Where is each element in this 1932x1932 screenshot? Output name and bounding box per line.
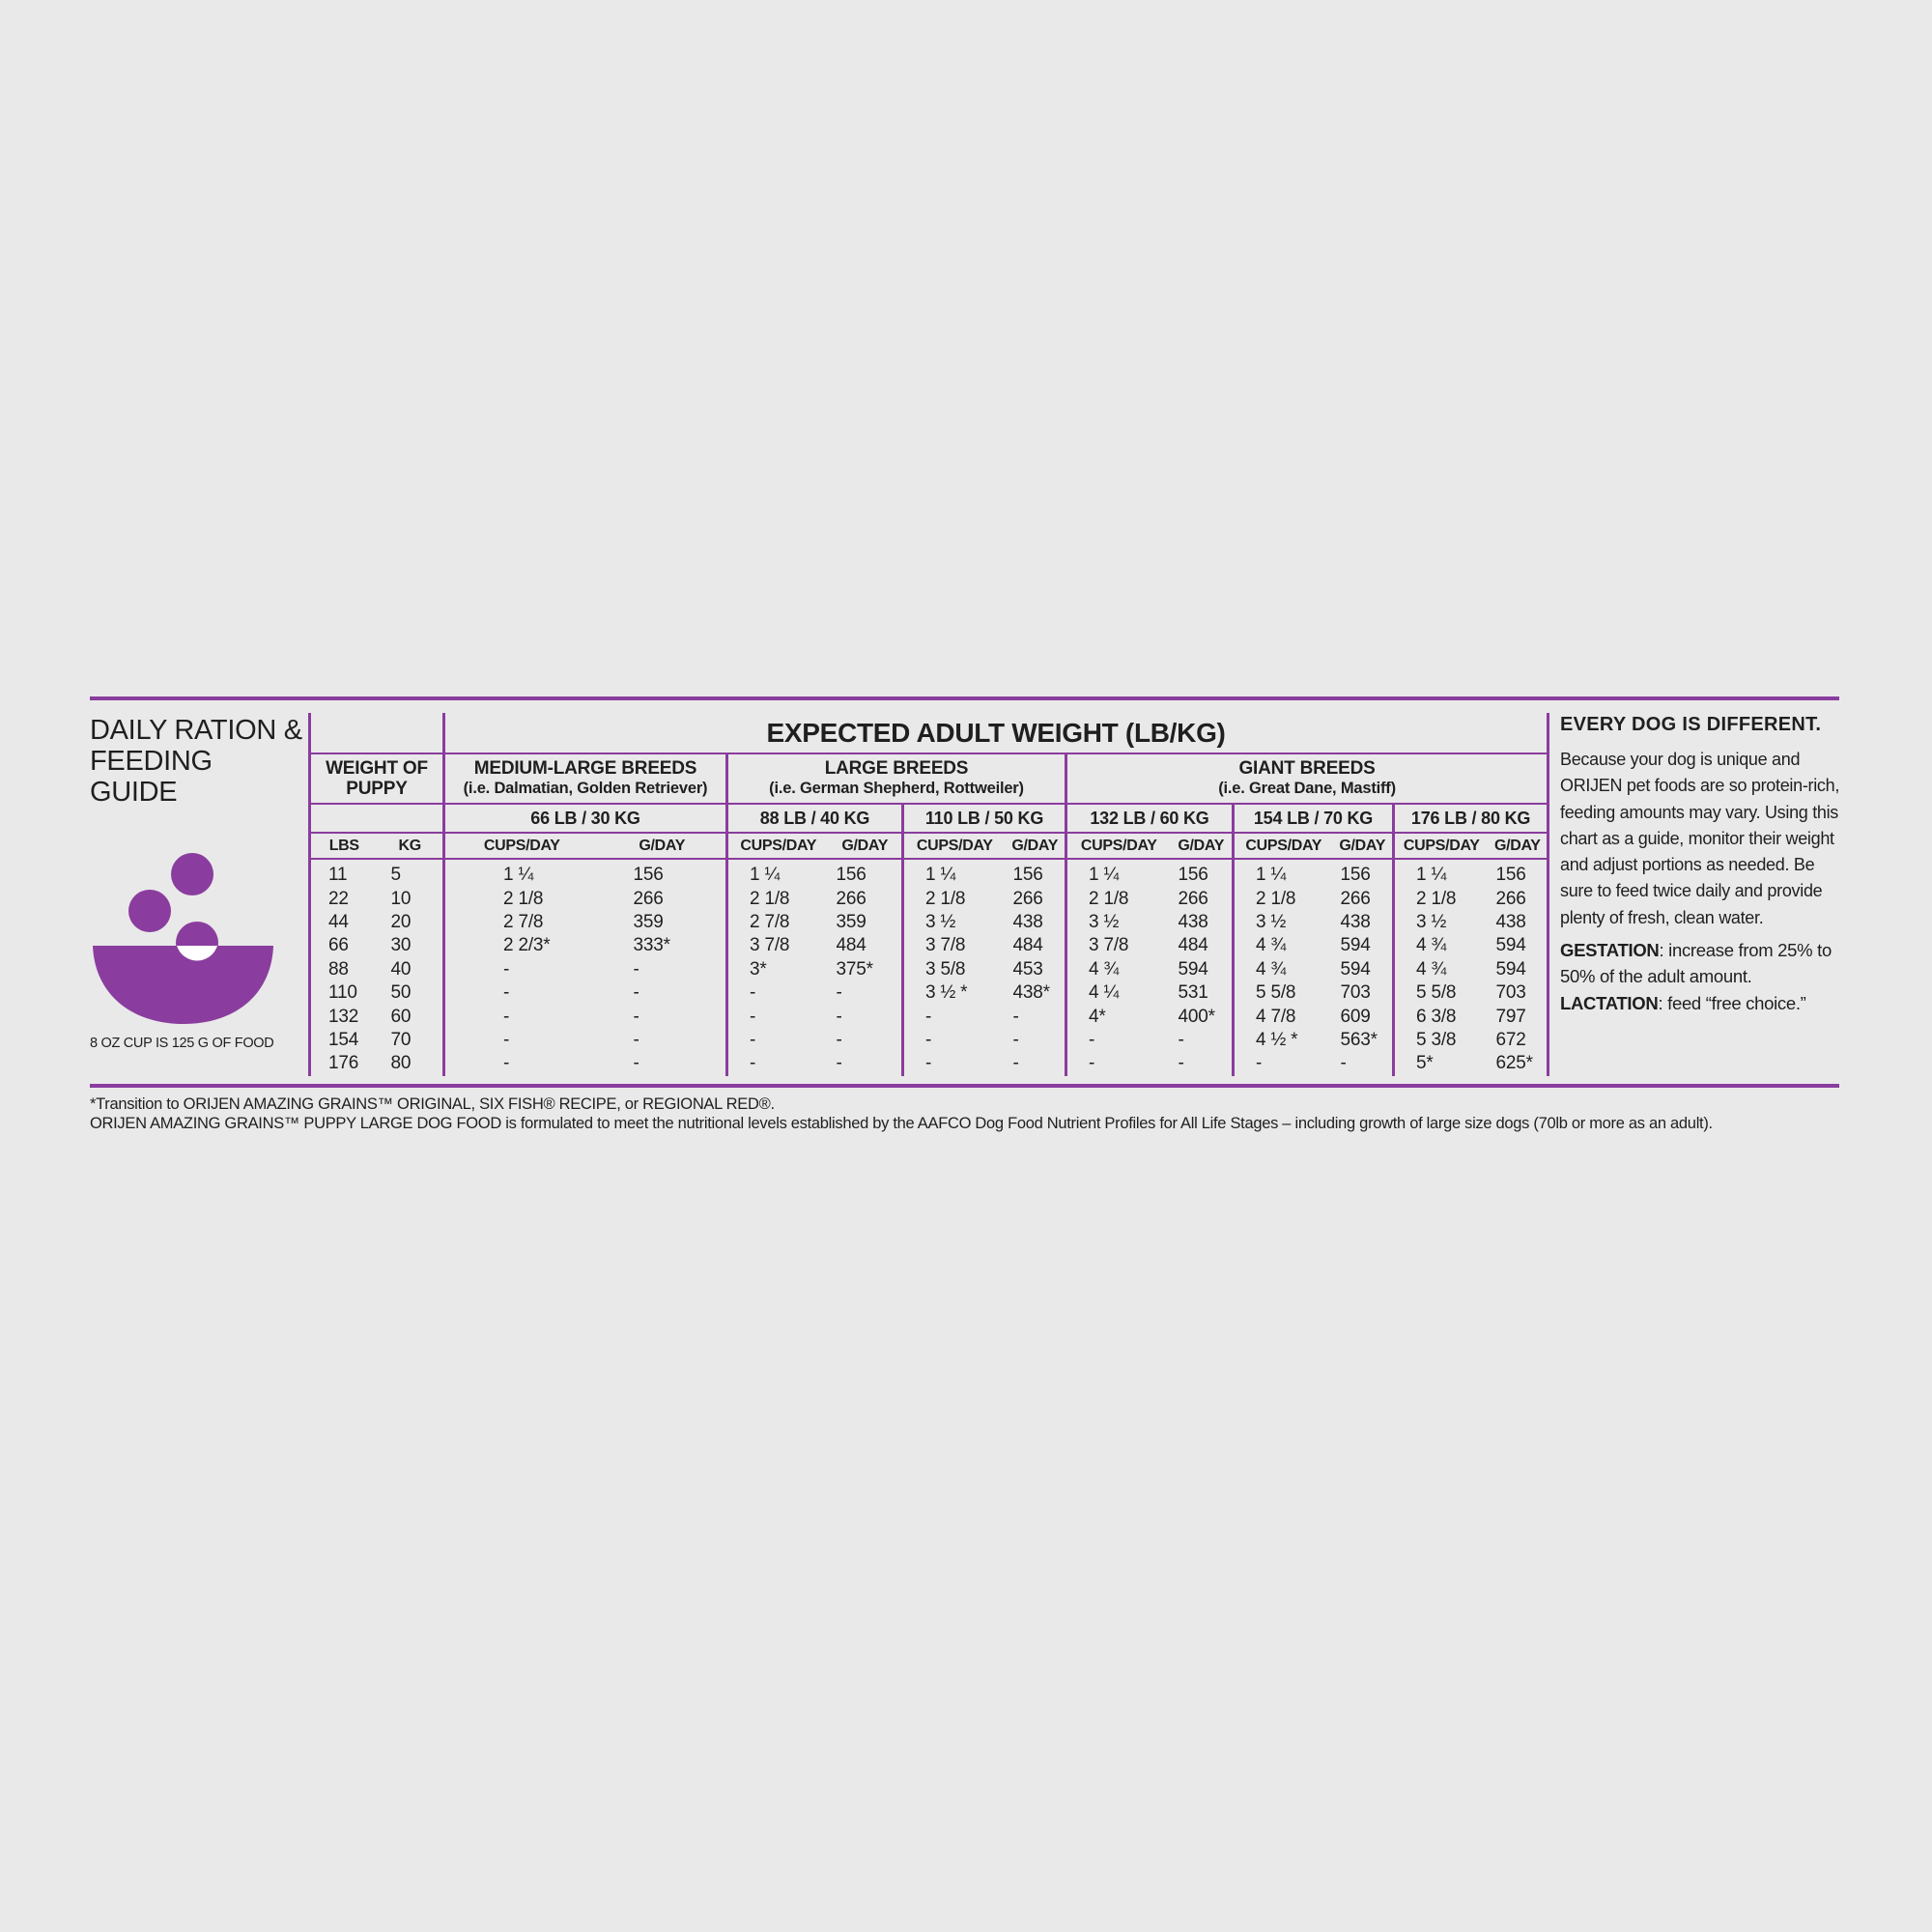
cups-cell: 5* bbox=[1394, 1052, 1489, 1075]
cups-cell: 1 ¼ bbox=[444, 859, 599, 887]
grams-cell: - bbox=[1012, 1029, 1019, 1050]
cups-cell: - bbox=[1066, 1029, 1171, 1052]
adult-weight-66: 66 LB / 30 KG bbox=[444, 804, 727, 833]
lactation-note: LACTATION: feed “free choice.” bbox=[1560, 992, 1806, 1013]
cups-cell: 5 5/8 bbox=[1394, 981, 1489, 1005]
lbs-cell: 110 bbox=[310, 981, 378, 1005]
unit-g: G/DAY bbox=[1489, 833, 1548, 859]
unit-g: G/DAY bbox=[599, 833, 727, 859]
grams-cell: 484 bbox=[1012, 935, 1043, 956]
adult-weight-110: 110 LB / 50 KG bbox=[903, 804, 1066, 833]
cups-cell: 4 ¾ bbox=[1234, 934, 1333, 957]
cups-cell: 3 ½ bbox=[1066, 911, 1171, 934]
unit-lbs: LBS bbox=[310, 833, 378, 859]
cups-cell: 4 ¾ bbox=[1394, 958, 1489, 981]
breed-group-large: LARGE BREEDS (i.e. German Shepherd, Rottweiler) bbox=[727, 753, 1066, 804]
cups-cell: 3* bbox=[727, 958, 829, 981]
cups-cell: 2 1/8 bbox=[1234, 887, 1333, 910]
lbs-cell: 44 bbox=[310, 911, 378, 934]
unit-g: G/DAY bbox=[1171, 833, 1234, 859]
cup-note: 8 OZ CUP IS 125 G OF FOOD bbox=[90, 1036, 274, 1051]
unit-cups: CUPS/DAY bbox=[903, 833, 1006, 859]
cups-cell: - bbox=[903, 1005, 1006, 1028]
side-heading: EVERY DOG IS DIFFERENT. bbox=[1560, 714, 1822, 735]
unit-kg: KG bbox=[378, 833, 444, 859]
unit-g: G/DAY bbox=[829, 833, 903, 859]
aafco-footnote: ORIJEN AMAZING GRAINS™ PUPPY LARGE DOG FOOD is formulated to meet the nutritional levels established by the AAFCO Dog Food Nutrient Profiles for All Life Stages – including growth of large size dogs (70lb or more as an adult). bbox=[90, 1115, 1713, 1132]
grams-cell: 359 bbox=[836, 911, 867, 932]
adult-weight-88: 88 LB / 40 KG bbox=[727, 804, 903, 833]
grams-cell: 438* bbox=[1012, 982, 1050, 1004]
breed-group-giant: GIANT BREEDS (i.e. Great Dane, Mastiff) bbox=[1066, 753, 1548, 804]
grams-cell: - bbox=[1178, 1029, 1184, 1050]
unit-cups: CUPS/DAY bbox=[727, 833, 829, 859]
cups-cell: 2 7/8 bbox=[727, 911, 829, 934]
cups-cell: 3 ½ bbox=[1394, 911, 1489, 934]
grams-cell: 594 bbox=[1340, 935, 1371, 956]
cups-cell: 3 ½ bbox=[903, 911, 1006, 934]
unit-cups: CUPS/DAY bbox=[444, 833, 599, 859]
kibble-top-icon bbox=[171, 853, 213, 895]
cups-cell: - bbox=[727, 1005, 829, 1028]
kibble-left-icon bbox=[128, 890, 171, 932]
cups-cell: 4 ¾ bbox=[1234, 958, 1333, 981]
gestation-note: GESTATION: increase from 25% to 50% of the adult amount. bbox=[1560, 940, 1832, 987]
cups-cell: 4 ¾ bbox=[1066, 958, 1171, 981]
table-row bbox=[310, 1052, 1548, 1075]
grams-cell: 609 bbox=[1340, 1006, 1371, 1027]
grams-cell: 563* bbox=[1340, 1029, 1378, 1050]
grams-cell: - bbox=[1340, 1053, 1347, 1074]
cups-cell: - bbox=[727, 1052, 829, 1075]
kg-cell: 70 bbox=[390, 1029, 412, 1050]
grams-cell: 672 bbox=[1489, 1029, 1548, 1052]
kg-cell: 30 bbox=[390, 935, 412, 956]
cups-cell: - bbox=[444, 1005, 599, 1028]
grams-cell: - bbox=[633, 958, 639, 980]
guide-title-line2: FEEDING GUIDE bbox=[90, 746, 213, 808]
adult-weight-176: 176 LB / 80 KG bbox=[1394, 804, 1548, 833]
table-row bbox=[310, 859, 1548, 887]
cups-cell: 4 ¼ bbox=[1066, 981, 1171, 1005]
footnotes bbox=[90, 1094, 1848, 1133]
cups-cell: 3 7/8 bbox=[1066, 934, 1171, 957]
grams-cell: 484 bbox=[1178, 935, 1208, 956]
grams-cell: - bbox=[633, 1029, 639, 1050]
grams-cell: 594 bbox=[1489, 958, 1548, 981]
lbs-cell: 11 bbox=[310, 859, 378, 887]
grams-cell: 438 bbox=[1489, 911, 1548, 934]
grams-cell: 156 bbox=[633, 865, 664, 886]
table-row bbox=[310, 887, 1548, 910]
cups-cell: 3 7/8 bbox=[903, 934, 1006, 957]
grams-cell: 703 bbox=[1489, 981, 1548, 1005]
kg-cell: 10 bbox=[390, 888, 412, 909]
cups-cell: 4 ½ * bbox=[1234, 1029, 1333, 1052]
cups-cell: - bbox=[444, 958, 599, 981]
table-row bbox=[310, 911, 1548, 934]
grams-cell: 453 bbox=[1012, 958, 1043, 980]
grams-cell: 266 bbox=[1012, 888, 1043, 909]
cups-cell: 2 1/8 bbox=[1394, 887, 1489, 910]
grams-cell: - bbox=[633, 1053, 639, 1074]
grams-cell: 594 bbox=[1178, 958, 1208, 980]
cups-cell: 2 1/8 bbox=[727, 887, 829, 910]
grams-cell: - bbox=[633, 982, 639, 1004]
grams-cell: 156 bbox=[1340, 865, 1371, 886]
cups-cell: 1 ¼ bbox=[1394, 859, 1489, 887]
grams-cell: 266 bbox=[1340, 888, 1371, 909]
grams-cell: 594 bbox=[1489, 934, 1548, 957]
unit-g: G/DAY bbox=[1333, 833, 1394, 859]
guide-title bbox=[90, 715, 302, 808]
grams-cell: 156 bbox=[1178, 865, 1208, 886]
unit-g: G/DAY bbox=[1006, 833, 1066, 859]
cups-cell: - bbox=[444, 1029, 599, 1052]
kg-cell: 50 bbox=[390, 982, 412, 1004]
grams-cell: 438 bbox=[1178, 911, 1208, 932]
lbs-cell: 88 bbox=[310, 958, 378, 981]
cups-cell: - bbox=[1066, 1052, 1171, 1075]
grams-cell: 375* bbox=[836, 958, 873, 980]
kg-cell: 60 bbox=[390, 1006, 412, 1027]
cups-cell: - bbox=[444, 1052, 599, 1075]
side-body: Because your dog is unique and ORIJEN pet foods are so protein-rich, feeding amounts may vary. Using this chart as a guide, monitor their weight and adjust portions as needed. Be sure to feed twice daily and provide plenty of fresh, clean water. bbox=[1560, 750, 1840, 927]
grams-cell: 333* bbox=[633, 935, 670, 956]
grams-cell: 266 bbox=[1178, 888, 1208, 909]
cups-cell: 5 5/8 bbox=[1234, 981, 1333, 1005]
cups-cell: 2 1/8 bbox=[1066, 887, 1171, 910]
grams-cell: 266 bbox=[1489, 887, 1548, 910]
grams-cell: - bbox=[1012, 1006, 1019, 1027]
blank-header bbox=[310, 713, 444, 753]
cups-cell: 3 7/8 bbox=[727, 934, 829, 957]
grams-cell: 266 bbox=[633, 888, 664, 909]
lbs-cell: 132 bbox=[310, 1005, 378, 1028]
cups-cell: 2 1/8 bbox=[444, 887, 599, 910]
grams-cell: - bbox=[836, 1006, 842, 1027]
grams-cell: 156 bbox=[1489, 859, 1548, 887]
main-header: EXPECTED ADULT WEIGHT (LB/KG) bbox=[444, 713, 1548, 753]
cups-cell: 4 7/8 bbox=[1234, 1005, 1333, 1028]
cups-cell: 4 ¾ bbox=[1394, 934, 1489, 957]
grams-cell: 156 bbox=[1012, 865, 1043, 886]
cups-cell: 1 ¼ bbox=[1066, 859, 1171, 887]
cups-cell: 2 2/3* bbox=[444, 934, 599, 957]
grams-cell: 359 bbox=[633, 911, 664, 932]
feeding-table bbox=[308, 713, 1549, 1076]
grams-cell: - bbox=[1012, 1053, 1019, 1074]
cups-cell: 3 ½ bbox=[1234, 911, 1333, 934]
weight-of-puppy-header: WEIGHT OF PUPPY bbox=[310, 753, 444, 804]
grams-cell: 438 bbox=[1012, 911, 1043, 932]
cups-cell: 5 3/8 bbox=[1394, 1029, 1489, 1052]
lbs-cell: 22 bbox=[310, 887, 378, 910]
grams-cell: 625* bbox=[1489, 1052, 1548, 1075]
food-bowl-icon bbox=[90, 850, 278, 1029]
kg-cell: 40 bbox=[390, 958, 412, 980]
grams-cell: 531 bbox=[1178, 982, 1208, 1004]
cups-cell: - bbox=[903, 1029, 1006, 1052]
unit-cups: CUPS/DAY bbox=[1234, 833, 1333, 859]
bowl-shape-icon bbox=[93, 946, 273, 1024]
transition-footnote: *Transition to ORIJEN AMAZING GRAINS™ ORIGINAL, SIX FISH® RECIPE, or REGIONAL RED®. bbox=[90, 1095, 775, 1113]
table-row bbox=[310, 981, 1548, 1005]
cups-cell: 2 7/8 bbox=[444, 911, 599, 934]
side-panel bbox=[1560, 714, 1840, 1016]
breed-group-medium-large: MEDIUM-LARGE BREEDS (i.e. Dalmatian, Golden Retriever) bbox=[444, 753, 727, 804]
kg-cell: 5 bbox=[390, 865, 401, 886]
cups-cell: 1 ¼ bbox=[727, 859, 829, 887]
grams-cell: 400* bbox=[1178, 1006, 1215, 1027]
adult-weight-154: 154 LB / 70 KG bbox=[1234, 804, 1394, 833]
guide-title-line1: DAILY RATION & bbox=[90, 715, 302, 746]
cups-cell: 3 ½ * bbox=[903, 981, 1006, 1005]
table-row bbox=[310, 934, 1548, 957]
grams-cell: - bbox=[633, 1006, 639, 1027]
unit-cups: CUPS/DAY bbox=[1066, 833, 1171, 859]
grams-cell: 484 bbox=[836, 935, 867, 956]
cups-cell: - bbox=[727, 1029, 829, 1052]
lbs-cell: 176 bbox=[310, 1052, 378, 1075]
cups-cell: 3 5/8 bbox=[903, 958, 1006, 981]
cups-cell: 4* bbox=[1066, 1005, 1171, 1028]
grams-cell: - bbox=[836, 982, 842, 1004]
table-row bbox=[310, 958, 1548, 981]
cups-cell: 2 1/8 bbox=[903, 887, 1006, 910]
grams-cell: 266 bbox=[836, 888, 867, 909]
table-row bbox=[310, 1029, 1548, 1052]
cups-cell: - bbox=[727, 981, 829, 1005]
grams-cell: - bbox=[836, 1029, 842, 1050]
lbs-cell: 154 bbox=[310, 1029, 378, 1052]
kg-cell: 80 bbox=[390, 1053, 412, 1074]
grams-cell: 797 bbox=[1489, 1005, 1548, 1028]
cups-cell: 1 ¼ bbox=[903, 859, 1006, 887]
cups-cell: - bbox=[1234, 1052, 1333, 1075]
grams-cell: 438 bbox=[1340, 911, 1371, 932]
grams-cell: - bbox=[836, 1053, 842, 1074]
grams-cell: 703 bbox=[1340, 982, 1371, 1004]
unit-cups: CUPS/DAY bbox=[1394, 833, 1489, 859]
cups-cell: - bbox=[444, 981, 599, 1005]
kg-cell: 20 bbox=[390, 911, 412, 932]
top-divider bbox=[90, 696, 1839, 700]
cups-cell: 1 ¼ bbox=[1234, 859, 1333, 887]
adult-weight-132: 132 LB / 60 KG bbox=[1066, 804, 1234, 833]
grams-cell: 594 bbox=[1340, 958, 1371, 980]
lbs-cell: 66 bbox=[310, 934, 378, 957]
grams-cell: - bbox=[1178, 1053, 1184, 1074]
cups-cell: 6 3/8 bbox=[1394, 1005, 1489, 1028]
bottom-divider bbox=[90, 1084, 1839, 1088]
cups-cell: - bbox=[903, 1052, 1006, 1075]
grams-cell: 156 bbox=[836, 865, 867, 886]
table-row bbox=[310, 1005, 1548, 1028]
